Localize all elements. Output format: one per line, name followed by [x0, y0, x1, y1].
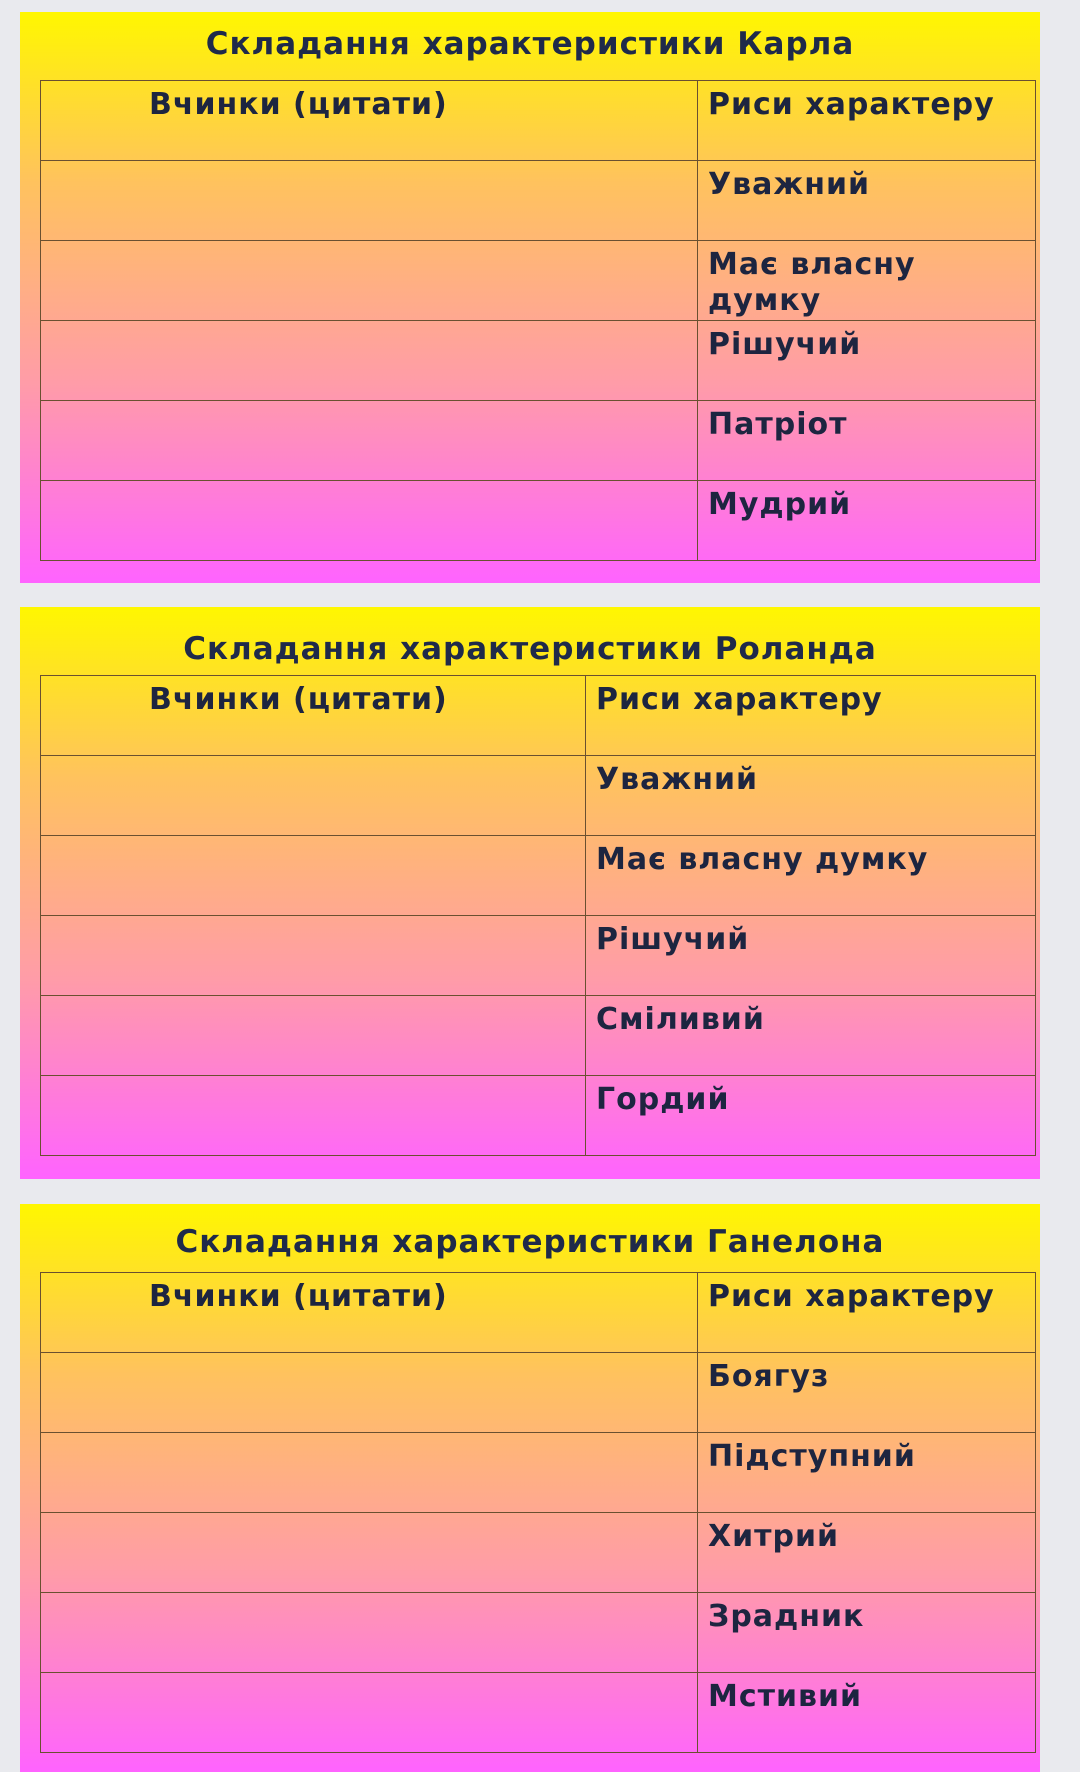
table-row [41, 1433, 1036, 1513]
table-header-row [41, 676, 1036, 756]
card-title: Складання характеристики Роланда [183, 631, 877, 667]
trait-cell: Рішучий [698, 321, 1036, 401]
trait-cell: Гордий [586, 1076, 1036, 1156]
deed-quote-cell[interactable] [41, 916, 586, 996]
traits-column-header: Риси характеру [698, 81, 1036, 161]
trait-cell: Хитрий [698, 1513, 1036, 1593]
deed-quote-cell[interactable] [41, 241, 698, 321]
trait-cell: Зрадник [698, 1593, 1036, 1673]
table-row [41, 756, 1036, 836]
karl-character-card [20, 12, 1040, 583]
card-title: Складання характеристики Карла [205, 26, 855, 62]
trait-cell: Має власну думку [586, 836, 1036, 916]
deed-quote-cell[interactable] [41, 1673, 698, 1753]
trait-cell: Патріот [698, 401, 1036, 481]
table-row [41, 241, 1036, 321]
table-row [41, 401, 1036, 481]
table-header-row [41, 1273, 1036, 1353]
traits-column-header: Риси характеру [586, 676, 1036, 756]
deed-quote-cell[interactable] [41, 1076, 586, 1156]
deed-quote-cell[interactable] [41, 756, 586, 836]
table-row [41, 1593, 1036, 1673]
deed-quote-cell[interactable] [41, 1433, 698, 1513]
character-table [40, 80, 1036, 561]
trait-cell: Має власну думку [698, 241, 1036, 321]
trait-cell: Сміливий [586, 996, 1036, 1076]
character-table [40, 675, 1036, 1156]
deed-quote-cell[interactable] [41, 161, 698, 241]
trait-cell: Уважний [698, 161, 1036, 241]
deed-quote-cell[interactable] [41, 321, 698, 401]
deeds-column-header: Вчинки (цитати) [41, 1273, 698, 1353]
trait-cell: Мудрий [698, 481, 1036, 561]
table-row [41, 1076, 1036, 1156]
deed-quote-cell[interactable] [41, 996, 586, 1076]
table-row [41, 1673, 1036, 1753]
deeds-column-header: Вчинки (цитати) [41, 676, 586, 756]
table-row [41, 916, 1036, 996]
table-row [41, 161, 1036, 241]
table-header-row [41, 81, 1036, 161]
deed-quote-cell[interactable] [41, 1513, 698, 1593]
trait-cell: Мстивий [698, 1673, 1036, 1753]
deed-quote-cell[interactable] [41, 1353, 698, 1433]
deed-quote-cell[interactable] [41, 481, 698, 561]
roland-character-card [20, 607, 1040, 1179]
table-row [41, 321, 1036, 401]
card-title: Складання характеристики Ганелона [175, 1224, 885, 1260]
trait-cell: Боягуз [698, 1353, 1036, 1433]
ganelon-character-card [20, 1204, 1040, 1772]
traits-column-header: Риси характеру [698, 1273, 1036, 1353]
character-table [40, 1272, 1036, 1753]
deed-quote-cell[interactable] [41, 401, 698, 481]
trait-cell: Уважний [586, 756, 1036, 836]
deed-quote-cell[interactable] [41, 836, 586, 916]
table-row [41, 996, 1036, 1076]
table-row [41, 836, 1036, 916]
table-row [41, 1513, 1036, 1593]
table-row [41, 481, 1036, 561]
trait-cell: Підступний [698, 1433, 1036, 1513]
deeds-column-header: Вчинки (цитати) [41, 81, 698, 161]
deed-quote-cell[interactable] [41, 1593, 698, 1673]
trait-cell: Рішучий [586, 916, 1036, 996]
table-row [41, 1353, 1036, 1433]
